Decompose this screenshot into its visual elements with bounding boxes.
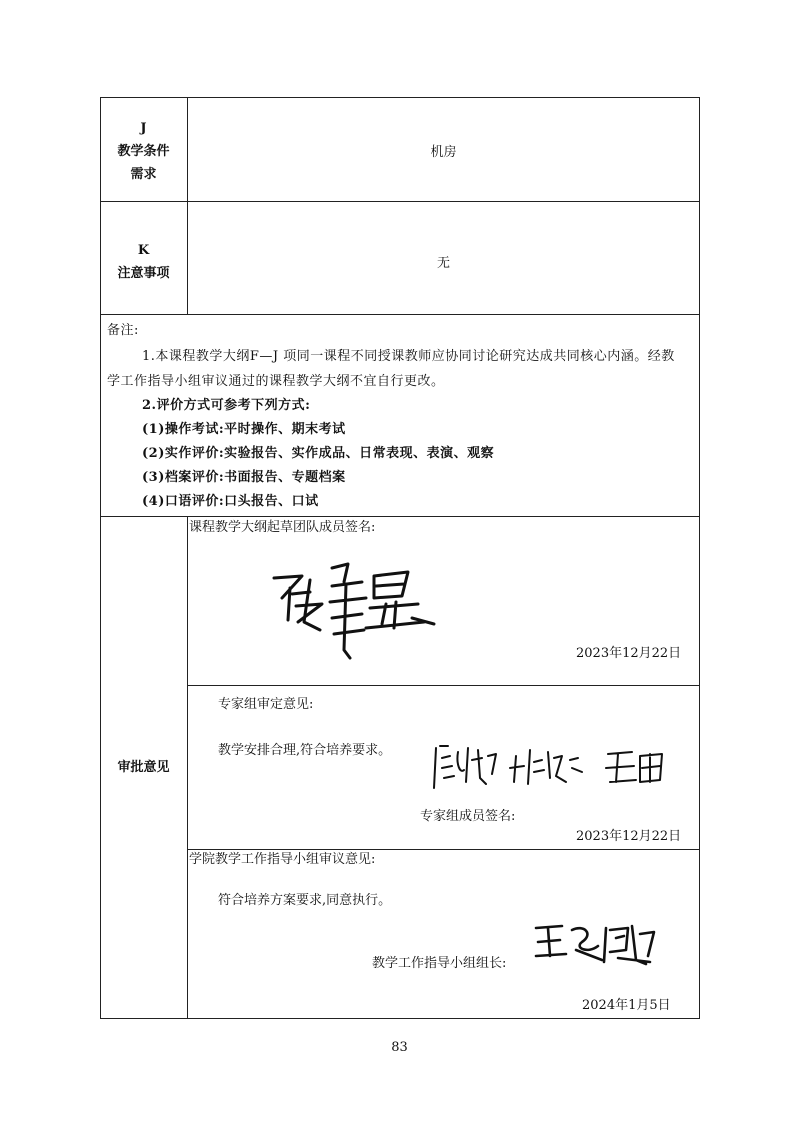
notes-item1-line2: 学工作指导小组审议通过的课程教学大纲不宜自行更改。: [107, 374, 445, 389]
row-divider: [100, 201, 700, 202]
college-date: 2024年1月5日: [582, 998, 671, 1013]
row-j-label-line1: 教学条件: [117, 144, 170, 159]
row-k-code: K: [137, 243, 150, 258]
column-divider: [187, 516, 188, 1019]
row-divider: [187, 849, 700, 850]
notes-method-4: (4)口语评价:口头报告、口试: [142, 494, 319, 509]
notes-item2: 2.评价方式可参考下列方式:: [142, 398, 311, 413]
column-divider: [187, 97, 188, 314]
drafting-signature: [262, 558, 452, 668]
page-number: 83: [391, 1040, 408, 1055]
row-k-label: 注意事项: [117, 266, 170, 281]
row-divider: [187, 685, 700, 686]
expert-signatures: [430, 738, 680, 794]
college-leader-signature: [532, 920, 662, 972]
notes-title: 备注:: [107, 323, 139, 338]
expert-members-label: 专家组成员签名:: [420, 809, 516, 824]
college-title: 学院教学工作指导小组审议意见:: [189, 852, 376, 867]
drafting-title: 课程教学大纲起草团队成员签名:: [189, 520, 376, 535]
row-divider: [100, 516, 700, 517]
approval-label: 审批意见: [117, 760, 170, 775]
row-j-label-line2: 需求: [130, 167, 157, 182]
notes-method-3: (3)档案评价:书面报告、专题档案: [142, 470, 346, 485]
expert-opinion: 教学安排合理,符合培养要求。: [218, 743, 392, 758]
expert-date: 2023年12月22日: [576, 829, 682, 844]
notes-method-2: (2)实作评价:实验报告、实作成品、日常表现、表演、观察: [142, 446, 495, 461]
row-j-code: J: [140, 121, 147, 136]
notes-item1-line1: 1.本课程教学大纲F—J 项同一课程不同授课教师应协同讨论研究达成共同核心内涵。经教: [142, 349, 675, 364]
row-divider: [100, 314, 700, 315]
college-opinion: 符合培养方案要求,同意执行。: [218, 893, 392, 908]
expert-title: 专家组审定意见:: [218, 697, 314, 712]
notes-method-1: (1)操作考试:平时操作、期末考试: [142, 422, 346, 437]
row-j-value: 机房: [430, 145, 457, 160]
college-leader-label: 教学工作指导小组组长:: [372, 956, 507, 971]
drafting-date: 2023年12月22日: [576, 646, 682, 661]
row-k-value: 无: [436, 256, 450, 271]
